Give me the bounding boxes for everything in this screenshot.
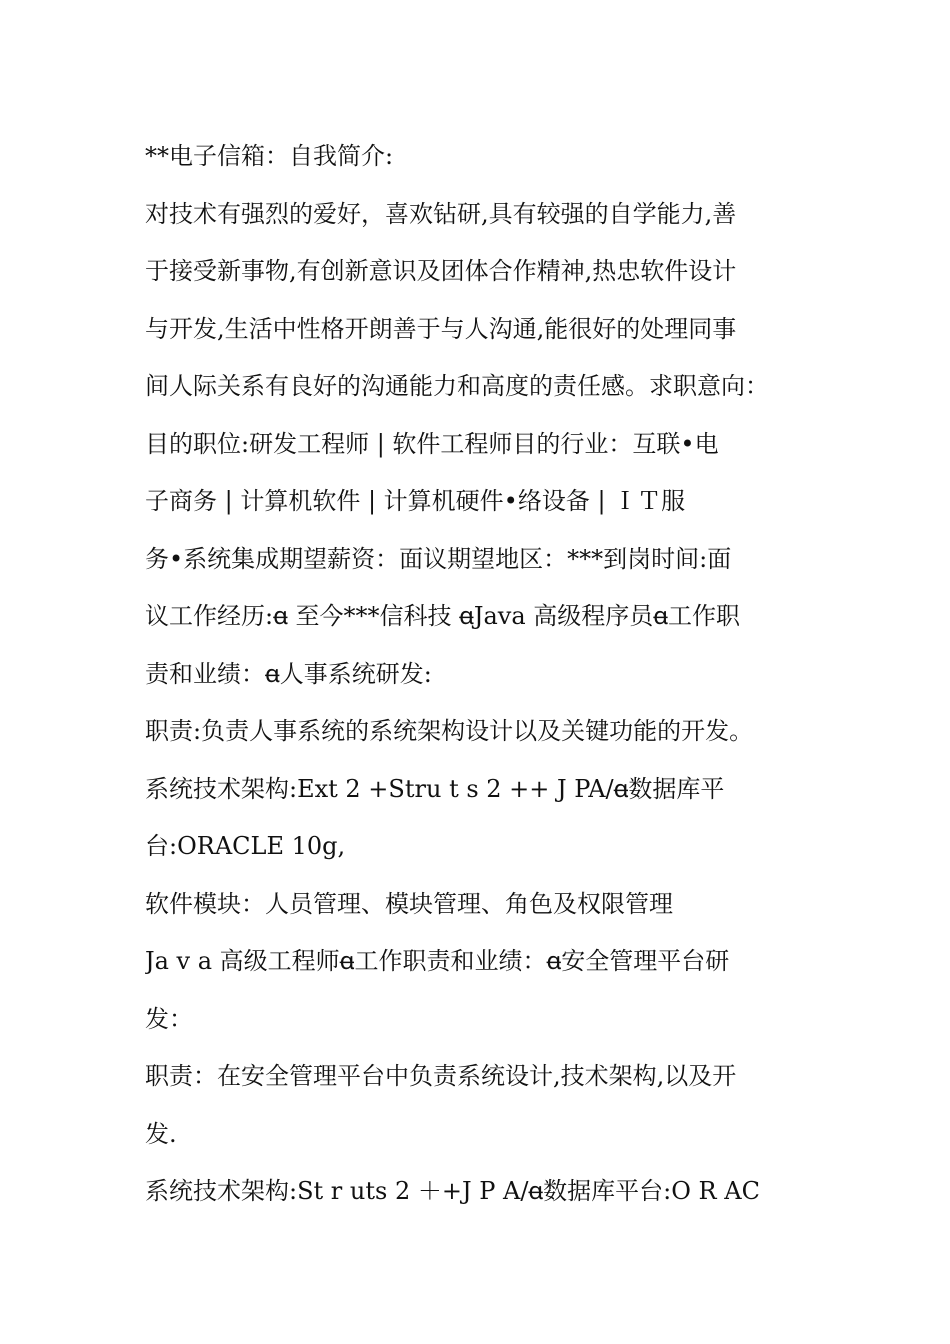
text-line: 间人际关系有良好的沟通能力和高度的责任感。求职意向： <box>145 372 769 400</box>
text-line: 责和业绩：ꬰ人事系统研发: <box>145 659 432 688</box>
text-line: 职责:负责人事系统的系统架构设计以及关键功能的开发。 <box>145 717 754 745</box>
document-body <box>145 128 810 1221</box>
text-line: 与开发,生活中性格开朗善于与人沟通,能很好的处理同事 <box>145 314 737 343</box>
text-line: 子商务 | 计算机软件 | 计算机硬件•络设备 | ＩＴ服 <box>145 487 686 515</box>
text-line: 对技术有强烈的爱好，喜欢钻研,具有较强的自学能力,善 <box>145 199 737 228</box>
text-line: 系统技术架构:St r uts 2 ＋+J P A/ꬰ数据库平台:O R AC <box>145 1177 760 1205</box>
text-line: 于接受新事物,有创新意识及团体合作精神,热忠软件设计 <box>145 257 737 285</box>
text-line: 发. <box>145 1119 177 1148</box>
text-line: 发： <box>145 1004 193 1033</box>
text-line: 系统技术架构:Ext 2 +Stru t s 2 ++ J PA/ꬰ数据库平 <box>145 774 725 803</box>
text-line: **电子信箱：自我简介: <box>145 142 394 170</box>
text-line: 台:ORACLE 10g, <box>145 832 346 860</box>
text-line: 目的职位:研发工程师 | 软件工程师目的行业：互联•电 <box>145 429 719 458</box>
text-line: 职责：在安全管理平台中负责系统设计,技术架构,以及开 <box>145 1062 737 1090</box>
text-line: 软件模块：人员管理、模块管理、角色及权限管理 <box>145 889 673 918</box>
text-line: Ja v a 高级工程师ꬰ工作职责和业绩：ꬰ安全管理平台研 <box>145 947 730 975</box>
text-line: 议工作经历:ꬰ 至今***信科技 ꬰJava 高级程序员ꬰ工作职 <box>145 602 741 630</box>
text-line: 务•系统集成期望薪资：面议期望地区：***到岗时间:面 <box>145 544 732 573</box>
